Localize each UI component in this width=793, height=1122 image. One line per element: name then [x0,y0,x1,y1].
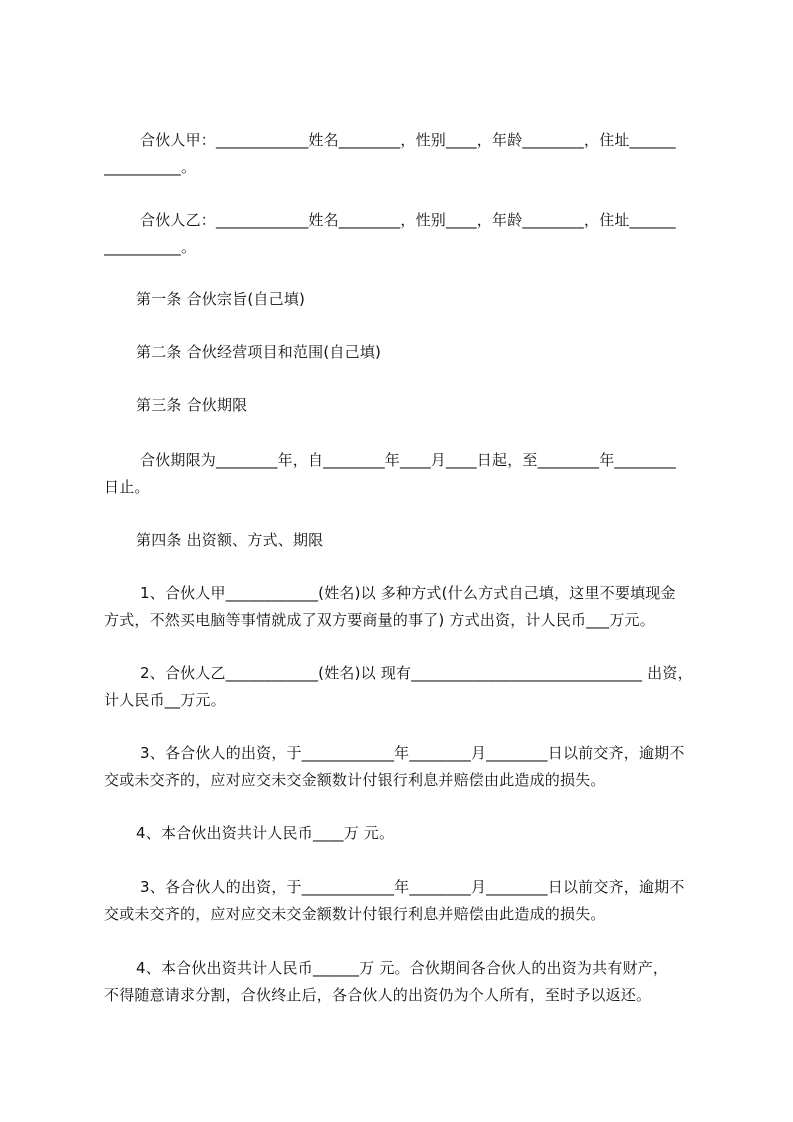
paragraph-item-4b [104,955,704,1009]
article-2-heading [104,339,704,366]
article-2-text: 第二条 合伙经营项目和范围(自己填) [136,343,382,361]
partner-b-line-2: __________。 [104,238,197,256]
article-3-heading [104,392,704,419]
term-line-2: 日止。 [104,478,150,496]
partner-a-line-2: __________。 [104,158,197,176]
item-3a-line-2: 交或未交齐的，应对应交未交金额数计付银行利息并赔偿由此造成的损失。 [104,771,606,789]
paragraph-term [104,447,704,501]
paragraph-item-1 [104,580,704,634]
article-1-text: 第一条 合伙宗旨(自己填) [136,290,306,308]
item-3b-line-1: 3、各合伙人的出资，于____________年________月________日以前交齐，逾期不 [140,878,685,896]
paragraph-item-3b [104,874,704,928]
item-2-line-1: 2、合伙人乙____________(姓名)以 现有______________________________ 出资， [140,664,693,682]
item-3b-line-2: 交或未交齐的，应对应交未交金额数计付银行利息并赔偿由此造成的损失。 [104,905,606,923]
item-4a-line-1: 4、本合伙出资共计人民币____万 元。 [136,824,395,842]
paragraph-partner-b [104,207,704,261]
item-3a-line-1: 3、各合伙人的出资，于____________年________月________日以前交齐，逾期不 [140,744,685,762]
paragraph-partner-a [104,127,704,181]
item-1-line-2: 方式，不然买电脑等事情就成了双方要商量的事了) 方式出资，计人民币___万元。 [104,611,655,629]
term-line-1: 合伙期限为________年，自________年____月____日起，至________年________ [140,451,677,469]
article-3-text: 第三条 合伙期限 [136,396,248,414]
paragraph-item-2 [104,660,704,714]
article-4-text: 第四条 出资额、方式、期限 [136,531,324,549]
paragraph-item-3a [104,740,704,794]
article-4-heading [104,527,704,554]
item-1-line-1: 1、合伙人甲____________(姓名)以 多种方式(什么方式自己填，这里不要填现金 [140,584,676,602]
paragraph-item-4a [104,820,704,847]
item-2-line-2: 计人民币__万元。 [104,691,226,709]
item-4b-line-2: 不得随意请求分割，合伙终止后，各合伙人的出资仍为个人所有，至时予以返还。 [104,986,652,1004]
partner-b-line-1: 合伙人乙：____________姓名________，性别____，年龄________，住址______ [140,211,676,229]
item-4b-line-1: 4、本合伙出资共计人民币______万 元。合伙期间各合伙人的出资为共有财产， [136,959,669,977]
article-1-heading [104,286,704,313]
partner-a-line-1: 合伙人甲：____________姓名________，性别____，年龄________，住址______ [140,131,676,149]
